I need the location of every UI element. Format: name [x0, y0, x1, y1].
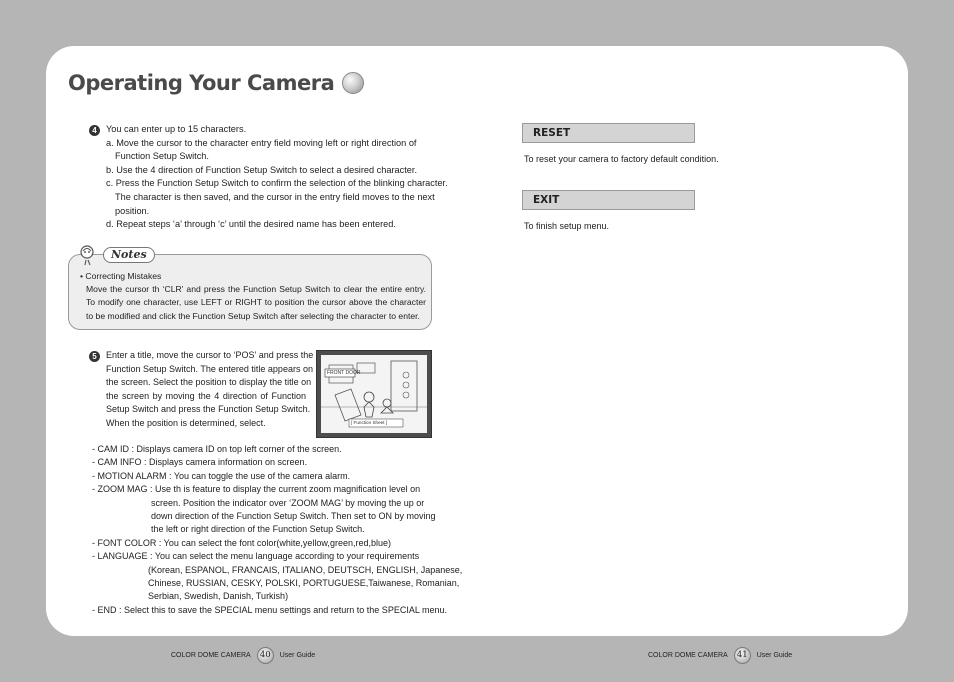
step4-text: [106, 123, 448, 232]
step4-line: b. Use the 4 direction of Function Setup Switch to select a desired character.: [106, 164, 418, 175]
step5-line: the screen. Select the position to display the title on: [106, 377, 312, 388]
reset-heading: RESET: [522, 123, 695, 143]
menu-option-line: - END : Select this to save the SPECIAL menu settings and return to the SPECIAL menu.: [92, 604, 448, 615]
reset-description: To reset your camera to factory default condition.: [524, 154, 719, 164]
menu-option-line: - MOTION ALARM : You can toggle the use of the camera alarm.: [92, 470, 351, 481]
camera-front-label: FRONT DOOR: [327, 370, 361, 376]
menu-option-line: Serbian, Swedish, Danish, Turkish): [148, 591, 289, 602]
step5-line: the screen by moving the 4 direction of Function: [106, 390, 306, 401]
camera-bottom-label: [ Function Sheet ]: [351, 420, 388, 425]
notes-line: To modify one character, use LEFT or RIGHT to position the cursor above the character: [86, 297, 426, 308]
step5-text: [106, 349, 314, 431]
step-number-5: 5: [89, 351, 100, 362]
notes-line: to be modified and click the Function Setup Switch after selecting the character to enter.: [86, 310, 420, 321]
menu-option-line: the left or right direction of the Function Setup Switch.: [151, 524, 365, 535]
footer-guide: User Guide: [279, 652, 316, 659]
footer-guide: User Guide: [756, 652, 793, 659]
menu-option-line: screen. Position the indicator over ‘ZOOM MAG’ by moving the up or: [151, 497, 425, 508]
step4-line: You can enter up to 15 characters.: [106, 124, 247, 134]
menu-option-line: - ZOOM MAG : Use th is feature to display the current zoom magnification level on: [92, 484, 421, 495]
exit-heading: EXIT: [522, 190, 695, 210]
menu-option-line: - FONT COLOR : You can select the font color(white,yellow,green,red,blue): [92, 537, 391, 548]
page-number: 40: [257, 647, 274, 664]
menu-options-list: [92, 443, 462, 617]
menu-option-line: down direction of the Function Setup Switch. Then set to ON by moving: [151, 511, 436, 522]
step4-line: position.: [115, 205, 150, 216]
step-number-4: 4: [89, 125, 100, 136]
exit-description: To finish setup menu.: [524, 221, 610, 231]
step4-line: Function Setup Switch.: [115, 151, 209, 162]
notes-heading: • Correcting Mistakes: [80, 271, 162, 281]
step5-line: Function Setup Switch. The entered title appears on: [106, 363, 313, 374]
step4-line: a. Move the cursor to the character entry field moving left or right direction of: [106, 137, 417, 148]
camera-scene: [321, 355, 427, 433]
menu-option-line: (Korean, ESPANOL, FRANCAIS, ITALIANO, DEUTSCH, ENGLISH, Japanese,: [148, 564, 463, 575]
page-number: 41: [734, 647, 751, 664]
title-block: [68, 71, 364, 95]
footer-right: [648, 647, 792, 664]
step5-line: Enter a title, move the cursor to ‘POS’ and press the: [106, 350, 314, 360]
notes-label: Notes: [103, 247, 155, 263]
step4-line: c. Press the Function Setup Switch to confirm the selection of the blinking character.: [106, 178, 448, 189]
menu-option-line: Chinese, RUSSIAN, CESKY, POLSKI, PORTUGUESE,Taiwanese, Romanian,: [148, 578, 460, 589]
step4-line: The character is then saved, and the cursor in the entry field moves to the next: [115, 191, 435, 202]
notes-text: [80, 270, 426, 323]
notes-header: [76, 243, 155, 267]
menu-option-line: - CAM INFO : Displays camera information on screen.: [92, 457, 308, 468]
footer-product: COLOR DOME CAMERA: [171, 652, 251, 659]
step4-line: d. Repeat steps ‘a’ through ‘c’ until the desired name has been entered.: [106, 219, 396, 230]
step5-line: When the position is determined, select.: [106, 417, 266, 428]
camera-screen-illustration: [316, 350, 432, 438]
step5-line: Setup Switch and press the Function Setup Switch.: [106, 404, 311, 415]
page-title: Operating Your Camera: [68, 71, 335, 95]
menu-option-line: - CAM ID : Displays camera ID on top left corner of the screen.: [92, 444, 342, 454]
footer-product: COLOR DOME CAMERA: [648, 652, 728, 659]
footer-left: [171, 647, 315, 664]
menu-option-line: - LANGUAGE : You can select the menu language according to your requirements: [92, 551, 420, 562]
mascot-icon: [76, 243, 100, 267]
orb-icon: [342, 72, 364, 94]
notes-line: Move the cursor th ‘CLR’ and press the Function Setup Switch to clear the entire entry.: [86, 284, 426, 295]
